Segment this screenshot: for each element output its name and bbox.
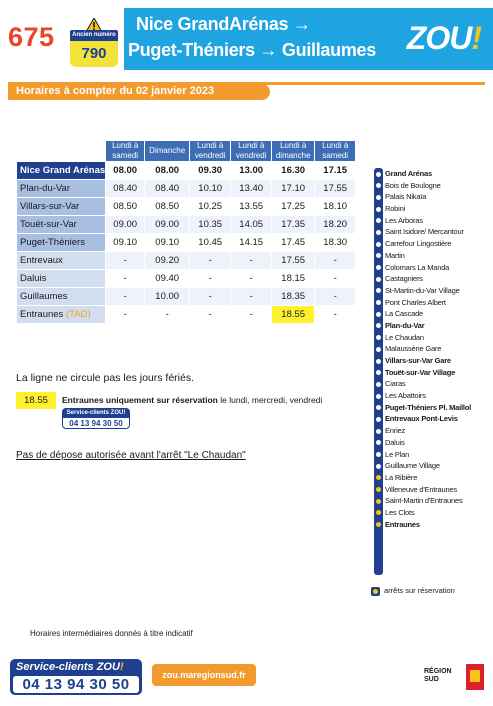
no-drop-note: Pas de dépose autorisée avant l'arrêt "Le Chaudan" xyxy=(16,450,246,461)
time-cell: 08.00 xyxy=(106,162,144,179)
stop-name: Villars-sur-Var xyxy=(17,198,105,215)
stop-label: Entraunes xyxy=(385,519,420,529)
list-item xyxy=(371,367,491,379)
list-item xyxy=(371,168,491,180)
stop-label: Bois de Boulogne xyxy=(385,180,441,190)
stop-name: Entrevaux xyxy=(17,252,105,269)
list-item xyxy=(371,215,491,227)
time-cell: 09.40 xyxy=(145,270,189,287)
list-item xyxy=(371,203,491,215)
service-clients-phone: 04 13 94 30 50 xyxy=(69,419,123,428)
list-item xyxy=(371,262,491,274)
old-number-value: 790 xyxy=(70,41,118,67)
list-item xyxy=(371,507,491,519)
list-item xyxy=(371,390,491,402)
time-cell: - xyxy=(231,252,271,269)
time-cell: 18.30 xyxy=(315,234,355,251)
stop-label: Daluis xyxy=(385,437,405,447)
stop-dot-icon xyxy=(376,429,381,434)
reservation-note: Entraunes uniquement sur réservation le lundi, mercredi, vendredi xyxy=(62,395,323,405)
time-cell: 09.20 xyxy=(145,252,189,269)
list-item xyxy=(371,437,491,449)
reservation-time-box: 18.55 xyxy=(16,392,56,409)
stop-dot-icon xyxy=(376,417,381,422)
table-row xyxy=(17,180,355,197)
validity-banner xyxy=(8,84,270,100)
stop-label: St-Martin-du-Var Village xyxy=(385,285,460,295)
time-cell: - xyxy=(315,306,355,323)
stop-dot-icon xyxy=(376,452,381,457)
stop-label: Palais Nikaïa xyxy=(385,192,427,202)
stop-dot-icon xyxy=(376,440,381,445)
time-cell: 18.10 xyxy=(315,198,355,215)
time-cell: 10.35 xyxy=(190,216,230,233)
time-cell: 09.00 xyxy=(106,216,144,233)
col-header: Lundi à vendredi xyxy=(231,141,271,161)
time-cell: 08.50 xyxy=(106,198,144,215)
stop-dot-icon xyxy=(376,172,381,177)
list-item xyxy=(371,484,491,496)
stop-dot-icon xyxy=(376,242,381,247)
stop-name: Entraunes (TAD) xyxy=(17,306,105,323)
stop-label: Plan-du-Var xyxy=(385,320,425,330)
stop-name: Touët-sur-Var xyxy=(17,216,105,233)
list-item xyxy=(371,180,491,192)
list-item xyxy=(371,355,491,367)
footer-phone: 04 13 94 30 50 xyxy=(13,676,139,693)
stop-label: Les Abattoirs xyxy=(385,391,426,401)
time-cell: 13.00 xyxy=(231,162,271,179)
list-item xyxy=(371,273,491,285)
time-cell: 18.15 xyxy=(272,270,314,287)
list-item xyxy=(371,297,491,309)
route-title-line2: Puget-Théniers → Guillaumes xyxy=(128,40,376,60)
time-cell: 08.50 xyxy=(145,198,189,215)
table-row xyxy=(17,270,355,287)
stop-label: Colomars La Manda xyxy=(385,262,450,272)
time-cell: 17.25 xyxy=(272,198,314,215)
time-cell: 09.10 xyxy=(106,234,144,251)
stop-label: Villars-sur-Var Gare xyxy=(385,356,451,365)
region-flag-icon xyxy=(466,664,484,690)
stop-label: Malaussène Gare xyxy=(385,344,442,354)
stop-label: Grand Arénas xyxy=(385,169,432,178)
stop-label: Ciaras xyxy=(385,379,406,389)
time-cell: 08.40 xyxy=(145,180,189,197)
time-cell: 09.30 xyxy=(190,162,230,179)
stop-label: Saint-Martin d'Entraunes xyxy=(385,496,463,506)
time-cell-reservation: 18.55 xyxy=(272,306,314,323)
zou-logo: ZOU! xyxy=(406,20,481,56)
time-cell: 10.10 xyxy=(190,180,230,197)
time-cell: 10.25 xyxy=(190,198,230,215)
time-cell: 18.35 xyxy=(272,288,314,305)
stop-dot-icon xyxy=(376,230,381,235)
reservation-dot-icon xyxy=(376,499,381,504)
footer-service-clients xyxy=(10,659,142,695)
list-item xyxy=(371,226,491,238)
stop-label: Pont Charles Albert xyxy=(385,297,446,307)
stop-dot-icon xyxy=(376,323,381,328)
service-clients-label: Service-clients ZOU! xyxy=(63,409,129,418)
list-item xyxy=(371,378,491,390)
reservation-dot-icon xyxy=(376,475,381,480)
stop-dot-icon xyxy=(376,300,381,305)
time-cell: 17.35 xyxy=(272,216,314,233)
time-cell: 08.40 xyxy=(106,180,144,197)
website-link[interactable]: zou.maregionsud.fr xyxy=(152,664,256,686)
time-cell: 14.15 xyxy=(231,234,271,251)
time-cell: 17.55 xyxy=(272,252,314,269)
list-item xyxy=(371,343,491,355)
stop-label: Carrefour Lingostière xyxy=(385,239,452,249)
col-header: Lundi à samedi xyxy=(106,141,144,161)
validity-text: Horaires à compter du 02 janvier 2023 xyxy=(16,85,215,97)
list-item xyxy=(371,425,491,437)
old-number-badge xyxy=(66,18,122,70)
time-cell: 09.00 xyxy=(145,216,189,233)
time-cell: - xyxy=(231,288,271,305)
list-item xyxy=(371,320,491,332)
list-item xyxy=(371,285,491,297)
stop-label: Castagniers xyxy=(385,274,423,284)
time-cell: 17.15 xyxy=(315,162,355,179)
stop-dot-icon xyxy=(376,218,381,223)
stop-dot-icon xyxy=(376,394,381,399)
time-cell: - xyxy=(106,270,144,287)
stop-list xyxy=(371,168,491,530)
stop-dot-icon xyxy=(376,207,381,212)
table-row xyxy=(17,216,355,233)
time-cell: 17.55 xyxy=(315,180,355,197)
line-number: 675 xyxy=(8,22,55,52)
stop-dot-icon xyxy=(376,183,381,188)
route-title-line1: Nice GrandArénas → xyxy=(136,14,311,34)
stop-label: Les Clots xyxy=(385,507,415,517)
indicative-note: Horaires intermédiaires donnés à titre indicatif xyxy=(30,629,193,638)
list-item xyxy=(371,402,491,414)
stop-label: Puget-Théniers Pl. Maillol xyxy=(385,402,472,412)
table-row xyxy=(17,198,355,215)
col-header: Dimanche xyxy=(145,141,189,161)
stop-name: Plan-du-Var xyxy=(17,180,105,197)
list-item xyxy=(371,449,491,461)
list-item xyxy=(371,472,491,484)
stop-label: Les Arboras xyxy=(385,215,423,225)
col-header: Lundi à samedi xyxy=(315,141,355,161)
stop-dot-icon xyxy=(376,405,381,410)
stop-label: Guillaume Village xyxy=(385,461,440,471)
time-cell: - xyxy=(315,252,355,269)
time-cell: 14.05 xyxy=(231,216,271,233)
table-row xyxy=(17,306,355,323)
stop-name: Daluis xyxy=(17,270,105,287)
stop-label: La Ribière xyxy=(385,472,418,482)
list-item xyxy=(371,308,491,320)
stop-dot-icon xyxy=(376,370,381,375)
col-header: Lundi à vendredi xyxy=(190,141,230,161)
stop-dot-icon xyxy=(376,277,381,282)
time-cell: 10.00 xyxy=(145,288,189,305)
reservation-dot-icon xyxy=(376,510,381,515)
table-row xyxy=(17,252,355,269)
list-item xyxy=(371,250,491,262)
table-row xyxy=(17,288,355,305)
table-row xyxy=(17,162,355,179)
time-cell: 13.40 xyxy=(231,180,271,197)
stop-name: Nice Grand Arénas xyxy=(17,162,105,179)
time-cell: 17.45 xyxy=(272,234,314,251)
list-item xyxy=(371,519,491,531)
time-cell: - xyxy=(106,252,144,269)
stop-label: Villeneuve d'Entraunes xyxy=(385,484,457,494)
time-cell: 18.20 xyxy=(315,216,355,233)
stop-label: Enriez xyxy=(385,426,406,436)
time-cell: - xyxy=(315,288,355,305)
list-item xyxy=(371,413,491,425)
time-cell: - xyxy=(315,270,355,287)
stop-dot-icon xyxy=(376,464,381,469)
stop-label: Saint Isidore/ Mercantour xyxy=(385,227,464,237)
old-number-label: Ancien numéro xyxy=(70,30,118,41)
time-cell: - xyxy=(190,306,230,323)
stop-label: La Cascade xyxy=(385,309,424,319)
time-cell: 09.10 xyxy=(145,234,189,251)
service-clients-badge xyxy=(62,408,130,429)
stop-dot-icon xyxy=(376,312,381,317)
reservation-dot-icon xyxy=(371,587,380,596)
stop-label: Le Chaudan xyxy=(385,332,424,342)
time-cell: - xyxy=(190,252,230,269)
table-row xyxy=(17,234,355,251)
region-sud-logo: RÉGION SUD xyxy=(424,664,484,700)
list-item xyxy=(371,460,491,472)
time-cell: - xyxy=(190,270,230,287)
stop-dot-icon xyxy=(376,359,381,364)
stop-dot-icon xyxy=(376,288,381,293)
col-header: Lundi à dimanche xyxy=(272,141,314,161)
time-cell: 13.55 xyxy=(231,198,271,215)
stop-label: Le Plan xyxy=(385,449,410,459)
time-cell: - xyxy=(145,306,189,323)
stop-dot-icon xyxy=(376,253,381,258)
stop-dot-icon xyxy=(376,195,381,200)
stop-label: Martin xyxy=(385,250,405,260)
time-cell: 16.30 xyxy=(272,162,314,179)
stop-label: Touët-sur-Var Village xyxy=(385,367,456,377)
stop-label: Robini xyxy=(385,204,406,214)
time-cell: 08.00 xyxy=(145,162,189,179)
stop-dot-icon xyxy=(376,347,381,352)
stop-name: Guillaumes xyxy=(17,288,105,305)
time-cell: - xyxy=(190,288,230,305)
list-item xyxy=(371,191,491,203)
stop-name: Puget-Théniers xyxy=(17,234,105,251)
time-cell: 17.10 xyxy=(272,180,314,197)
time-cell: - xyxy=(231,306,271,323)
reservation-legend: arrêts sur réservation xyxy=(371,586,455,596)
list-item xyxy=(371,332,491,344)
stop-label: Entrevaux Pont-Levis xyxy=(385,414,458,424)
time-cell: - xyxy=(106,288,144,305)
tad-label: (TAD) xyxy=(65,309,91,320)
timetable xyxy=(16,140,356,324)
stop-dot-icon xyxy=(376,335,381,340)
holiday-note: La ligne ne circule pas les jours fériés. xyxy=(16,372,195,384)
list-item xyxy=(371,495,491,507)
title-band xyxy=(124,8,493,70)
footer-service-label: Service-clients ZOU! xyxy=(16,661,124,673)
reservation-dot-icon xyxy=(376,487,381,492)
time-cell: - xyxy=(106,306,144,323)
stop-dot-icon xyxy=(376,382,381,387)
time-cell: 10.45 xyxy=(190,234,230,251)
time-cell: - xyxy=(231,270,271,287)
list-item xyxy=(371,238,491,250)
reservation-dot-icon xyxy=(376,522,381,527)
stop-dot-icon xyxy=(376,265,381,270)
